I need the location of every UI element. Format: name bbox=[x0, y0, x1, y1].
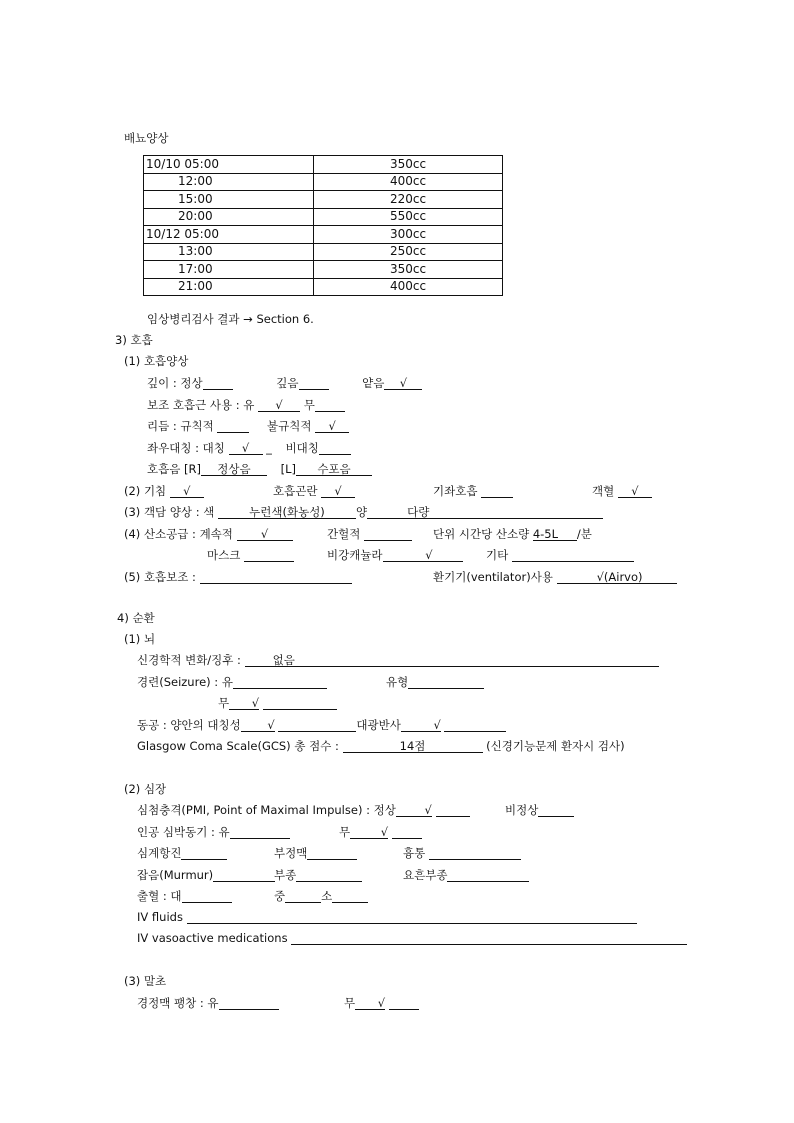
section-circulation: 4) 순환 bbox=[117, 611, 155, 625]
orthopnea-group bbox=[433, 484, 513, 498]
rhythm-irregular-field[interactable] bbox=[315, 419, 349, 433]
sputum-row bbox=[124, 505, 603, 519]
o2-intermittent-field[interactable] bbox=[364, 527, 412, 541]
ventilator-value: √(Airvo) bbox=[596, 570, 643, 584]
drainage-row bbox=[144, 191, 503, 209]
pitting-edema-label: 요흔부종 bbox=[403, 868, 448, 882]
drainage-table bbox=[143, 155, 503, 296]
hemoptysis-group bbox=[592, 484, 652, 498]
pupil-row bbox=[137, 718, 506, 732]
iv-fluids-label: IV fluids bbox=[137, 910, 183, 924]
seizure-no-label: 무 bbox=[218, 696, 230, 710]
breath-sound-label: 호흡음 [R] bbox=[147, 462, 201, 476]
breath-sound-left-label: [L] bbox=[280, 462, 296, 476]
o2-intermittent-label: 간헐적 bbox=[327, 527, 361, 541]
orthopnea-label: 기좌호흡 bbox=[433, 484, 478, 498]
depth-label: 깊이 : 정상 bbox=[147, 376, 203, 390]
neuro-row bbox=[137, 653, 659, 667]
depth-deep-field[interactable] bbox=[299, 376, 329, 390]
palpitation-group bbox=[137, 846, 227, 860]
gcs-note: (신경기능문제 환자시 검사) bbox=[486, 739, 625, 753]
rhythm-check: √ bbox=[328, 419, 336, 433]
chest-pain-field[interactable] bbox=[429, 846, 521, 860]
drainage-amount: 350cc bbox=[314, 261, 503, 279]
depth-deep-label: 깊음 bbox=[276, 376, 299, 390]
pmi-normal-field[interactable] bbox=[396, 803, 432, 817]
drainage-row bbox=[144, 226, 503, 244]
seizure-no-field-2[interactable] bbox=[263, 696, 337, 710]
seizure-row bbox=[137, 675, 327, 689]
arrhythmia-label: 부정맥 bbox=[274, 846, 308, 860]
bleeding-mid-field[interactable] bbox=[285, 889, 321, 903]
accessory-no-field[interactable] bbox=[315, 398, 345, 412]
hemoptysis-check: √ bbox=[631, 484, 639, 498]
jvd-no-field-2[interactable] bbox=[389, 996, 419, 1010]
light-reflex-label: 대광반사 bbox=[356, 718, 401, 732]
bleeding-label: 출혈 : 대 bbox=[137, 889, 182, 903]
jvd-no-field[interactable] bbox=[355, 996, 385, 1010]
pupil-label: 동공 : 양안의 대칭성 bbox=[137, 718, 241, 732]
drainage-time: 13:00 bbox=[144, 243, 314, 261]
arrhythmia-field[interactable] bbox=[307, 846, 357, 860]
breath-sound-left-field[interactable] bbox=[296, 462, 372, 476]
drainage-row bbox=[144, 173, 503, 191]
drainage-amount: 400cc bbox=[314, 173, 503, 191]
iv-fluids-row bbox=[137, 910, 637, 924]
o2-cannula-check: √ bbox=[425, 548, 433, 562]
o2-rate-label: 단위 시간당 산소량 bbox=[433, 527, 530, 541]
pupil-sym-field-2[interactable] bbox=[278, 718, 356, 732]
bleeding-mid-group bbox=[274, 889, 368, 903]
neuro-field[interactable] bbox=[245, 653, 659, 667]
pmi-abnormal-group bbox=[505, 803, 574, 817]
pacemaker-row bbox=[137, 825, 290, 839]
brain-title: (1) 뇌 bbox=[124, 632, 156, 646]
cough-row bbox=[124, 484, 204, 498]
o2-mask-field[interactable] bbox=[244, 548, 294, 562]
accessory-yes-field[interactable] bbox=[258, 398, 300, 412]
o2-cannula-field[interactable] bbox=[383, 548, 433, 562]
sputum-amount-label: 양 bbox=[356, 505, 368, 519]
accessory-check: √ bbox=[275, 398, 283, 412]
gcs-label: Glasgow Coma Scale(GCS) 총 점수 : bbox=[137, 739, 339, 753]
light-reflex-field-2[interactable] bbox=[444, 718, 506, 732]
seizure-no-group bbox=[218, 696, 337, 710]
drainage-title: 배뇨양상 bbox=[124, 131, 169, 145]
resp-support-label: (5) 호흡보조 : bbox=[124, 570, 196, 584]
pacemaker-no-field-2[interactable] bbox=[392, 825, 422, 839]
pmi-normal-field-2[interactable] bbox=[436, 803, 470, 817]
sputum-amount-field[interactable] bbox=[367, 505, 603, 519]
o2-cannula-field-2[interactable] bbox=[433, 548, 463, 562]
gcs-value: 14점 bbox=[399, 739, 426, 753]
drainage-amount: 550cc bbox=[314, 208, 503, 226]
gcs-field[interactable] bbox=[343, 739, 483, 753]
depth-shallow-field[interactable] bbox=[384, 376, 422, 390]
ventilator-group bbox=[433, 570, 677, 584]
o2-label: (4) 산소공급 : 계속적 bbox=[124, 527, 233, 541]
murmur-label: 잡음(Murmur) bbox=[137, 868, 214, 882]
palpitation-field[interactable] bbox=[181, 846, 227, 860]
section-respiration: 3) 호흡 bbox=[115, 333, 153, 347]
jvd-row bbox=[137, 996, 279, 1010]
resp-breath-sound-row bbox=[147, 462, 372, 476]
drainage-amount: 250cc bbox=[314, 243, 503, 261]
rhythm-irregular-label: 불규칙적 bbox=[267, 419, 312, 433]
chest-pain-group bbox=[403, 846, 521, 860]
pacemaker-yes-field[interactable] bbox=[230, 825, 290, 839]
bleeding-group bbox=[137, 889, 232, 903]
neuro-label: 신경학적 변화/징후 : bbox=[137, 653, 241, 667]
jvd-yes-field[interactable] bbox=[219, 996, 279, 1010]
dyspnea-check: √ bbox=[334, 484, 342, 498]
cough-check: √ bbox=[183, 484, 191, 498]
heart-title: (2) 심장 bbox=[124, 782, 167, 796]
drainage-row bbox=[144, 208, 503, 226]
seizure-type-group bbox=[386, 675, 484, 689]
dyspnea-field[interactable] bbox=[321, 484, 355, 498]
neuro-value: 없음 bbox=[272, 653, 295, 667]
seizure-type-label: 유형 bbox=[386, 675, 409, 689]
drainage-time: 10/12 05:00 bbox=[144, 226, 314, 244]
pacemaker-no-field[interactable] bbox=[350, 825, 388, 839]
orthopnea-field[interactable] bbox=[481, 484, 513, 498]
seizure-type-field[interactable] bbox=[408, 675, 484, 689]
pupil-sym-field[interactable] bbox=[241, 718, 275, 732]
dyspnea-label: 호흡곤란 bbox=[273, 484, 318, 498]
pmi-abnormal-label: 비정상 bbox=[505, 803, 539, 817]
jvd-label: 경정맥 팽창 : 유 bbox=[137, 996, 219, 1010]
rhythm-label: 리듬 : 규칙적 bbox=[147, 419, 214, 433]
bleeding-small-field[interactable] bbox=[332, 889, 368, 903]
bleeding-large-field[interactable] bbox=[182, 889, 232, 903]
bleeding-small-label: 소 bbox=[321, 889, 333, 903]
seizure-label: 경련(Seizure) : 유 bbox=[137, 675, 233, 689]
o2-other-field[interactable] bbox=[512, 548, 634, 562]
lab-note: 임상병리검사 결과 → Section 6. bbox=[147, 312, 314, 326]
iv-vaso-field[interactable] bbox=[291, 931, 687, 945]
jvd-check: √ bbox=[377, 996, 386, 1010]
jvd-no-group bbox=[344, 996, 419, 1010]
drainage-time: 12:00 bbox=[144, 173, 314, 191]
cough-field[interactable] bbox=[170, 484, 204, 498]
pacemaker-check: √ bbox=[380, 825, 389, 839]
drainage-row bbox=[144, 243, 503, 261]
drainage-row bbox=[144, 278, 503, 296]
arrhythmia-group bbox=[274, 846, 357, 860]
rhythm-regular-field[interactable] bbox=[217, 419, 249, 433]
symmetry-label: 좌우대칭 : 대칭 bbox=[147, 441, 225, 455]
cough-label: (2) 기침 bbox=[124, 484, 167, 498]
o2-mask-label: 마스크 bbox=[207, 548, 241, 562]
drainage-amount: 350cc bbox=[314, 156, 503, 174]
sputum-label: (3) 객담 양상 : 색 bbox=[124, 505, 215, 519]
sputum-color-field[interactable] bbox=[218, 505, 356, 519]
depth-normal-field[interactable] bbox=[203, 376, 233, 390]
bleeding-mid-label: 중 bbox=[274, 889, 286, 903]
accessory-label: 보조 호흡근 사용 : 유 bbox=[147, 398, 255, 412]
drainage-time: 15:00 bbox=[144, 191, 314, 209]
hemoptysis-field[interactable] bbox=[618, 484, 652, 498]
breath-sound-left-value: 수포음 bbox=[317, 462, 351, 476]
iv-fluids-field[interactable] bbox=[187, 910, 637, 924]
pmi-row bbox=[137, 803, 470, 817]
o2-intermittent-group bbox=[327, 527, 412, 541]
depth-shallow-label: 얕음 bbox=[362, 376, 385, 390]
resp-support-row bbox=[124, 570, 352, 584]
symmetry-check: √ bbox=[241, 441, 250, 455]
drainage-time: 17:00 bbox=[144, 261, 314, 279]
drainage-row bbox=[144, 156, 503, 174]
murmur-field[interactable] bbox=[213, 868, 275, 882]
edema-field[interactable] bbox=[296, 868, 362, 882]
pacemaker-label: 인공 심박동기 : 유 bbox=[137, 825, 230, 839]
o2-rate-value: 4-5L bbox=[532, 527, 559, 541]
murmur-group bbox=[137, 868, 275, 882]
o2-other-group bbox=[486, 548, 634, 562]
jvd-no-label: 무 bbox=[344, 996, 356, 1010]
o2-mask-group bbox=[207, 548, 294, 562]
o2-cannula-label: 비강캐뉼라 bbox=[327, 548, 383, 562]
depth-shallow-check: √ bbox=[399, 376, 408, 390]
symmetry-asym-label: 비대칭 bbox=[285, 441, 319, 455]
drainage-row bbox=[144, 261, 503, 279]
sputum-color-value: 누런색(화농성) bbox=[249, 505, 325, 519]
light-reflex-check: √ bbox=[433, 718, 441, 732]
symmetry-asym-field[interactable] bbox=[319, 441, 351, 455]
ventilator-field[interactable] bbox=[557, 570, 677, 584]
ventilator-label: 환기기(ventilator)사용 bbox=[433, 570, 553, 584]
edema-label: 부종 bbox=[274, 868, 297, 882]
o2-rate-field[interactable] bbox=[533, 527, 577, 541]
breath-sound-right-value: 정상음 bbox=[217, 462, 251, 476]
drainage-amount: 400cc bbox=[314, 278, 503, 296]
seizure-no-check: √ bbox=[251, 696, 260, 710]
o2-cannula-group bbox=[327, 548, 463, 562]
pacemaker-no-group bbox=[339, 825, 422, 839]
resp-pattern-title: (1) 호흡양상 bbox=[124, 354, 189, 368]
hemoptysis-label: 객혈 bbox=[592, 484, 615, 498]
gcs-row bbox=[137, 739, 625, 753]
breath-sound-right-field[interactable] bbox=[201, 462, 267, 476]
o2-other-label: 기타 bbox=[486, 548, 509, 562]
accessory-no-label: 무 bbox=[303, 398, 315, 412]
drainage-time: 20:00 bbox=[144, 208, 314, 226]
peripheral-title: (3) 말초 bbox=[124, 974, 167, 988]
pmi-label: 심첨충격(PMI, Point of Maximal Impulse) : 정상 bbox=[137, 803, 396, 817]
resp-depth-row bbox=[147, 376, 422, 390]
resp-symmetry-row bbox=[147, 441, 351, 455]
pmi-check: √ bbox=[424, 803, 432, 817]
pupil-check: √ bbox=[267, 718, 275, 732]
o2-row bbox=[124, 527, 293, 541]
resp-support-field[interactable] bbox=[200, 570, 352, 584]
o2-check: √ bbox=[260, 527, 269, 541]
o2-rate-unit: /분 bbox=[576, 527, 592, 541]
drainage-amount: 300cc bbox=[314, 226, 503, 244]
iv-vaso-row bbox=[137, 931, 687, 945]
drainage-time: 10/10 05:00 bbox=[144, 156, 314, 174]
drainage-time: 21:00 bbox=[144, 278, 314, 296]
pmi-abnormal-field[interactable] bbox=[538, 803, 574, 817]
edema-group bbox=[274, 868, 362, 882]
drainage-amount: 220cc bbox=[314, 191, 503, 209]
dyspnea-group bbox=[273, 484, 355, 498]
o2-rate-group bbox=[433, 527, 592, 541]
symmetry-dash: _ bbox=[266, 441, 272, 455]
resp-rhythm-row bbox=[147, 419, 349, 433]
pacemaker-no-label: 무 bbox=[339, 825, 351, 839]
light-reflex-field[interactable] bbox=[401, 718, 441, 732]
o2-continuous-field[interactable] bbox=[237, 527, 293, 541]
seizure-yes-field[interactable] bbox=[233, 675, 327, 689]
resp-accessory-row bbox=[147, 398, 345, 412]
seizure-no-field[interactable] bbox=[229, 696, 259, 710]
iv-vaso-label: IV vasoactive medications bbox=[137, 931, 288, 945]
symmetry-yes-field[interactable] bbox=[229, 441, 263, 455]
pitting-edema-field[interactable] bbox=[447, 868, 529, 882]
palpitation-label: 심계항진 bbox=[137, 846, 182, 860]
pitting-edema-group bbox=[403, 868, 529, 882]
chest-pain-label: 흉통 bbox=[403, 846, 426, 860]
sputum-amount-value: 다량 bbox=[407, 505, 430, 519]
